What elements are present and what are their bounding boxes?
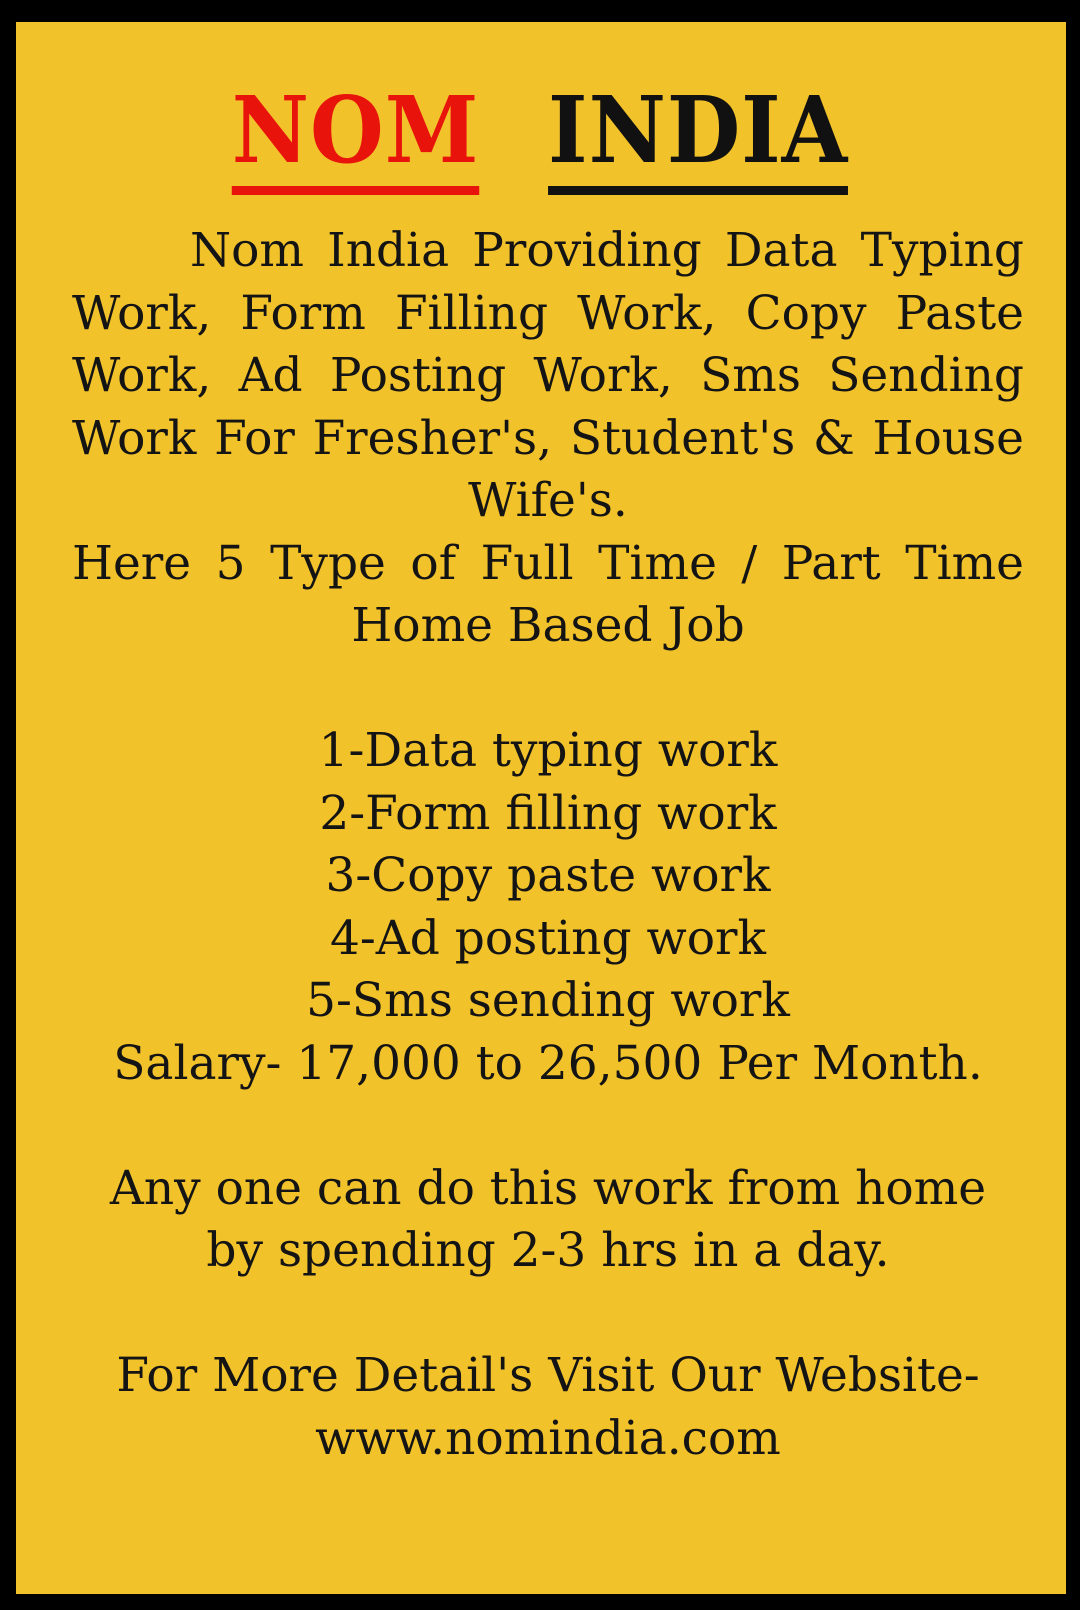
anyone-line-1: Any one can do this work from home (109, 1160, 987, 1216)
intro-line-3: Work, Ad Posting Work, Sms Sending (72, 348, 1024, 403)
nom-india-logo (16, 76, 1066, 195)
advertisement-card (16, 22, 1066, 1594)
job-item-2: 2-Form filling work (319, 785, 777, 841)
spacer (72, 658, 1024, 721)
intro-line-1: Nom India Providing Data Typing (190, 223, 1024, 278)
website-url: www.nomindia.com (315, 1410, 781, 1466)
intro-line-5: Wife's. (468, 473, 628, 528)
ad-body (72, 220, 1024, 1470)
logo-word-india: INDIA (548, 80, 848, 195)
job-item-3: 3-Copy paste work (325, 848, 771, 903)
salary-line: Salary- 17,000 to 26,500 Per Month. (113, 1035, 983, 1091)
website-prompt: For More Detail's Visit Our Website- (116, 1348, 980, 1403)
job-item-4: 4-Ad posting work (330, 910, 766, 966)
spacer (72, 1095, 1024, 1158)
job-item-1: 1-Data typing work (318, 723, 778, 778)
logo-word-nom: NOM (232, 80, 480, 195)
job-intro-line-1: Here 5 Type of Full Time / Part Time (72, 535, 1024, 591)
anyone-line-2: by spending 2-3 hrs in a day. (206, 1223, 890, 1278)
job-item-5: 5-Sms sending work (306, 973, 790, 1028)
intro-line-4: Work For Fresher's, Student's & House (72, 410, 1024, 466)
job-intro-line-2: Home Based Job (351, 598, 745, 653)
spacer (72, 1283, 1024, 1346)
intro-line-2: Work, Form Filling Work, Copy Paste (72, 285, 1024, 341)
